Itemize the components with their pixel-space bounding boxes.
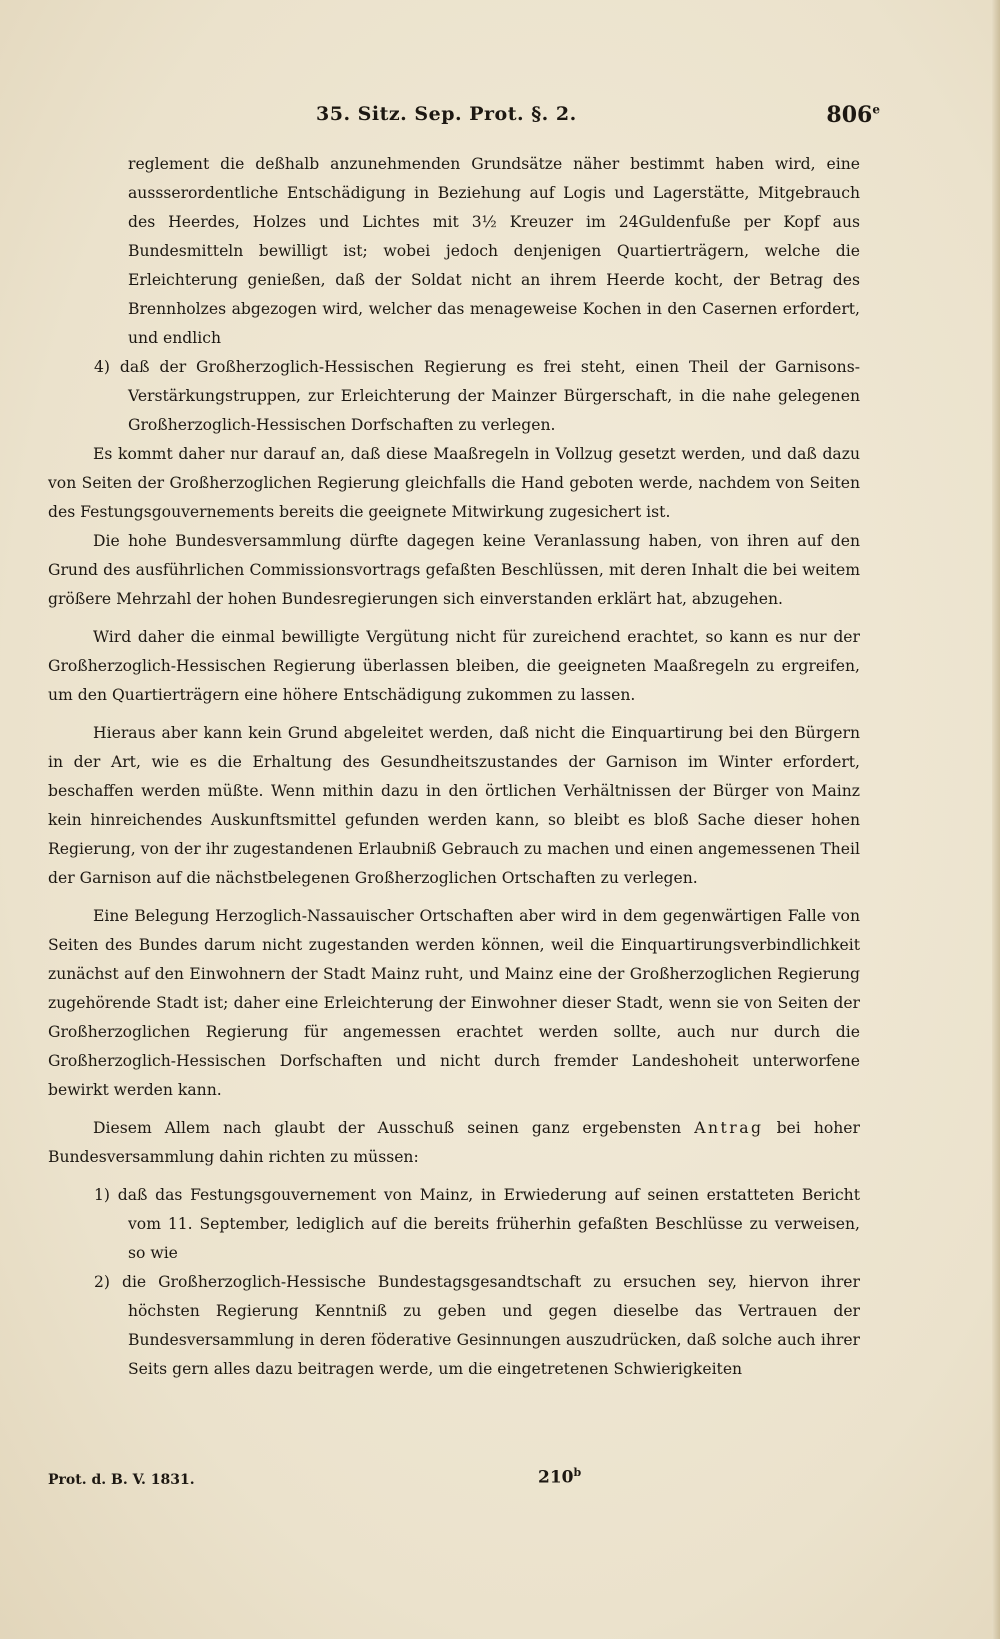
paragraph: Die hohe Bundesversammlung dürfte dagegen keine Veranlassung haben, von ihren auf den Grund des ausführlichen Commissionsvortrags gefaßten Beschlüssen, mit deren Inhalt die bei weitem größere Mehrzahl der hohen Bundesregierungen sich einverstanden erklärt hat, abzugehen. (48, 532, 860, 608)
antrag-before: Diesem Allem nach glaubt der Ausschuß seinen ganz ergebensten (93, 1119, 682, 1137)
signature-mark (538, 1466, 581, 1488)
page-number-suffix: e (872, 102, 880, 117)
list-item-1: 1) daß das Festungsgouvernement von Mainz, in Erwiederung auf seinen erstatteten Bericht vom 11. September, lediglich auf die bereits früherhin gefaßten Beschlüsse zu verweisen, so wie (94, 1186, 860, 1262)
paragraph: Hieraus aber kann kein Grund abgeleitet werden, daß nicht die Einquartirung bei den Bürgern in der Art, wie es die Erhaltung des Gesundheitszustandes der Garnison im Winter erfordert, beschaffen werden müßte. Wenn mithin dazu in den örtlichen Verhältnissen der Bürger von Mainz kein hinreichendes Auskunftsmittel gefunden werden kann, so bleibt es bloß Sache dieser hohen Regierung, von der ihr zugestandenen Erlaubniß Gebrauch zu machen und einen angemessenen Theil der Garnison auf die nächstbelegenen Großherzoglichen Ortschaften zu verlegen. (48, 724, 860, 887)
list-item-4: 4) daß der Großherzoglich-Hessischen Regierung es frei steht, einen Theil der Garnisons-Verstärkungstruppen, zur Erleichterung der Mainzer Bürgerschaft, in die nahe gelegenen Großherzoglich-Hessischen Dorfschaften zu verlegen. (94, 358, 860, 434)
paragraph-continuation: reglement die deßhalb anzunehmenden Grundsätze näher bestimmt haben wird, eine aussserordentliche Entschädigung in Beziehung auf Logis und Lagerstätte, Mitgebrauch des Heerdes, Holzes und Lichtes mit 3½ Kreuzer im 24Guldenfuße per Kopf aus Bundesmitteln bewilligt ist; wobei jedoch denjenigen Quartierträgern, welche die Erleichterung genießen, daß der Soldat nicht an ihrem Heerde kocht, der Betrag des Brennholzes abgezogen wird, welcher das menageweise Kochen in den Casernen erfordert, und endlich (128, 155, 860, 347)
antrag-word: Antrag (694, 1119, 764, 1137)
paragraph-antrag (48, 1114, 860, 1172)
antrag-after: bei hoher Bundesversammlung dahin richten zu müssen: (48, 1119, 860, 1166)
signature-suffix: b (573, 1466, 582, 1479)
paragraph: Es kommt daher nur darauf an, daß diese Maaßregeln in Vollzug gesetzt werden, und daß dazu von Seiten der Großherzoglichen Regierung gleichfalls die Hand geboten werde, nachdem von Seiten des Festungsgouvernements bereits die geeignete Mitwirkung zugesichert ist. (48, 445, 860, 521)
paragraph: Wird daher die einmal bewilligte Vergütung nicht für zureichend erachtet, so kann es nur der Großherzoglich-Hessischen Regierung überlassen bleiben, die geeigneten Maaßregeln zu ergreifen, um den Quartierträgern eine höhere Entschädigung zukommen zu lassen. (48, 628, 860, 704)
paragraph: Eine Belegung Herzoglich-Nassauischer Ortschaften aber wird in dem gegenwärtigen Falle von Seiten des Bundes darum nicht zugestanden werden können, weil die Einquartirungsverbindlichkeit zunächst auf den Einwohnern der Stadt Mainz ruht, und Mainz eine der Großherzoglichen Regierung zugehörende Stadt ist; daher eine Erleichterung der Einwohner dieser Stadt, wenn sie von Seiten der Großherzoglichen Regierung für angemessen erachtet werden sollte, auch nur durch die Großherzoglich-Hessischen Dorfschaften und nicht durch fremder Landeshoheit unterworfene bewirkt werden kann. (48, 907, 860, 1099)
page-edge (992, 0, 1000, 1639)
body-text (48, 150, 860, 1384)
signature-value: 210 (538, 1467, 574, 1488)
running-header: 35. Sitz. Sep. Prot. §. 2. (316, 103, 577, 125)
page-number-value: 806 (826, 102, 873, 128)
footer-reference: Prot. d. B. V. 1831. (48, 1472, 195, 1488)
page-number (826, 102, 880, 128)
list-item-2: 2) die Großherzoglich-Hessische Bundestagsgesandtschaft zu ersuchen sey, hiervon ihrer höchsten Regierung Kenntniß zu geben und gegen dieselbe das Vertrauen der Bundesversammlung in deren föderative Gesinnungen auszudrücken, daß solche auch ihrer Seits gern alles dazu beitragen werde, um die eingetretenen Schwierigkeiten (94, 1273, 860, 1378)
